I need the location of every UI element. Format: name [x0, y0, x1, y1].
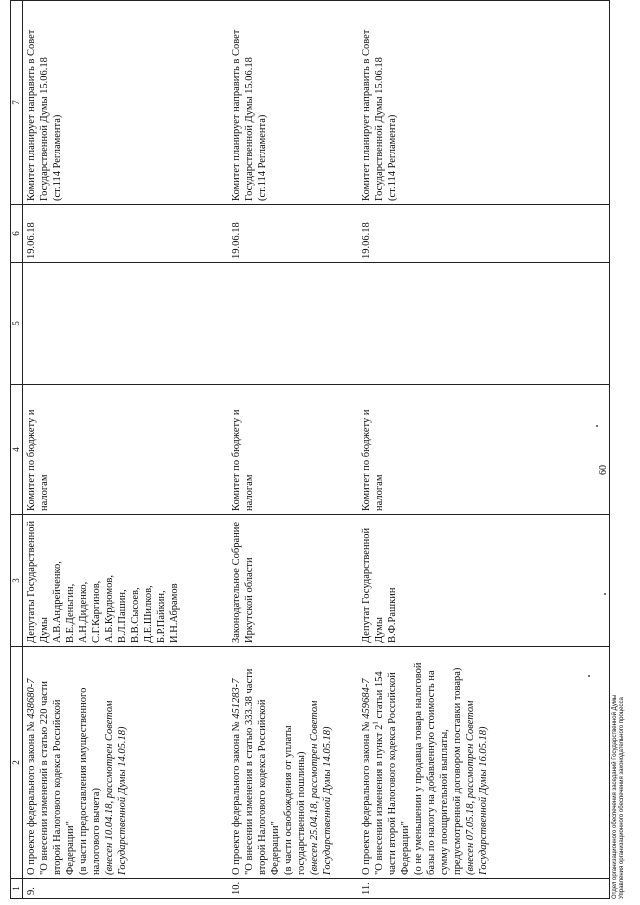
column-header: 5	[11, 263, 23, 385]
scan-speck	[596, 425, 598, 427]
column-5-cell	[23, 263, 228, 385]
bills-table	[10, 0, 610, 899]
bill-title-body	[373, 650, 464, 875]
date-cell: 19.06.18	[228, 205, 358, 263]
row-number: 10.	[228, 879, 358, 899]
scan-speck	[604, 593, 606, 595]
column-header: 6	[11, 205, 23, 263]
bill-title-cell	[23, 647, 228, 879]
bill-title-prefix: О проекте федерального закона №	[360, 718, 372, 875]
bill-number: 438680-7	[26, 678, 37, 719]
column-header: 2	[11, 647, 23, 879]
bill-number: 459684-7	[360, 678, 372, 719]
action-cell: Комитет планирует направить в Совет Государственной Думы 15.06.18 (ст.114 Регламента)	[358, 1, 610, 205]
bill-note: (внесен 25.04.18, рассмотрен Советом Государственной Думы 14.05.18)	[308, 700, 333, 875]
committee-cell: Комитет по бюджету и налогам	[228, 385, 358, 515]
bill-title-cell	[228, 647, 358, 879]
column-header: 7	[11, 1, 23, 205]
initiator-cell: Депутат Государственной Думы В.Ф.Рашкин	[358, 515, 610, 647]
bill-note: (внесен 10.04.18, рассмотрен Советом Государственной Думы 14.05.18)	[104, 700, 128, 875]
column-5-cell	[228, 263, 358, 385]
initiator-cell: Законодательное Собрание Иркутской области	[228, 515, 358, 647]
column-header-row	[11, 1, 23, 899]
bill-title-cell	[358, 647, 610, 879]
initiator-cell: Депутаты Государственной Думы А.В.Андрейченко, В.Е.Деньгин, А.Н.Диденко, С.Г.Каргинов, А.Б.Курдюмов, В.Л.Пашин, В.В.Сысоев, Д.Е.Шилков, Б.Р.Пайкин, И.Н.Абрамов	[23, 515, 228, 647]
bill-title-body: "О внесении изменений в статью 220 части второй Налогового кодекса Российской Федерации" (в части предоставления имущественного налогового вычета)	[39, 681, 102, 875]
footer	[612, 695, 626, 899]
row-number: 9.	[23, 879, 228, 899]
table-row	[23, 1, 228, 899]
page-number: 60	[598, 465, 609, 475]
table-row	[358, 1, 610, 899]
column-5-cell	[358, 263, 610, 385]
bill-title-prefix: О проекте федерального закона №	[230, 718, 242, 875]
column-header: 3	[11, 515, 23, 647]
date-cell: 19.06.18	[358, 205, 610, 263]
column-header: 4	[11, 385, 23, 515]
committee-cell: Комитет по бюджету и налогам	[358, 385, 610, 515]
column-header: 1	[11, 879, 23, 899]
bill-title-body: "О внесении изменения в статью 333.38 части второй Налогового кодекса Российской Федерации" (в части освобождения от уплаты государственной пошлины)	[243, 668, 307, 875]
bill-note: (внесен 07.05.18, рассмотрен Советом Государственной Думы 16.05.18)	[464, 700, 489, 875]
row-number: 11.	[358, 879, 610, 899]
action-cell: Комитет планирует направить в Совет Государственной Думы 15.06.18 (ст.114 Регламента)	[228, 1, 358, 205]
scan-speck	[588, 675, 590, 677]
bill-title-body-b: статьи 154 части второй Налогового кодекса Российской Федерации" (о не уменьшении у продавца товара налоговой базы по налогу на добавленную стоимость на сумму поощрительной выплаты, предусмотренной договором поставки товара)	[373, 662, 463, 875]
bill-title-body-a: "О внесении изменения в пункт 2	[373, 724, 385, 875]
table-row	[228, 1, 358, 899]
footer-line: Управления организационного обеспечения законодательного процесса	[619, 697, 625, 899]
action-cell: Комитет планирует направить в Совет Государственной Думы 15.06.18 (ст.114 Регламента)	[23, 1, 228, 205]
committee-cell: Комитет по бюджету и налогам	[23, 385, 228, 515]
footer-line: Отдел организационного обеспечения заседаний Государственной Думы	[612, 694, 618, 899]
superscript: 1	[371, 721, 379, 725]
bill-number: 451283-7	[230, 678, 242, 719]
bill-title-prefix: О проекте федерального закона №	[26, 718, 37, 875]
date-cell: 19.06.18	[23, 205, 228, 263]
